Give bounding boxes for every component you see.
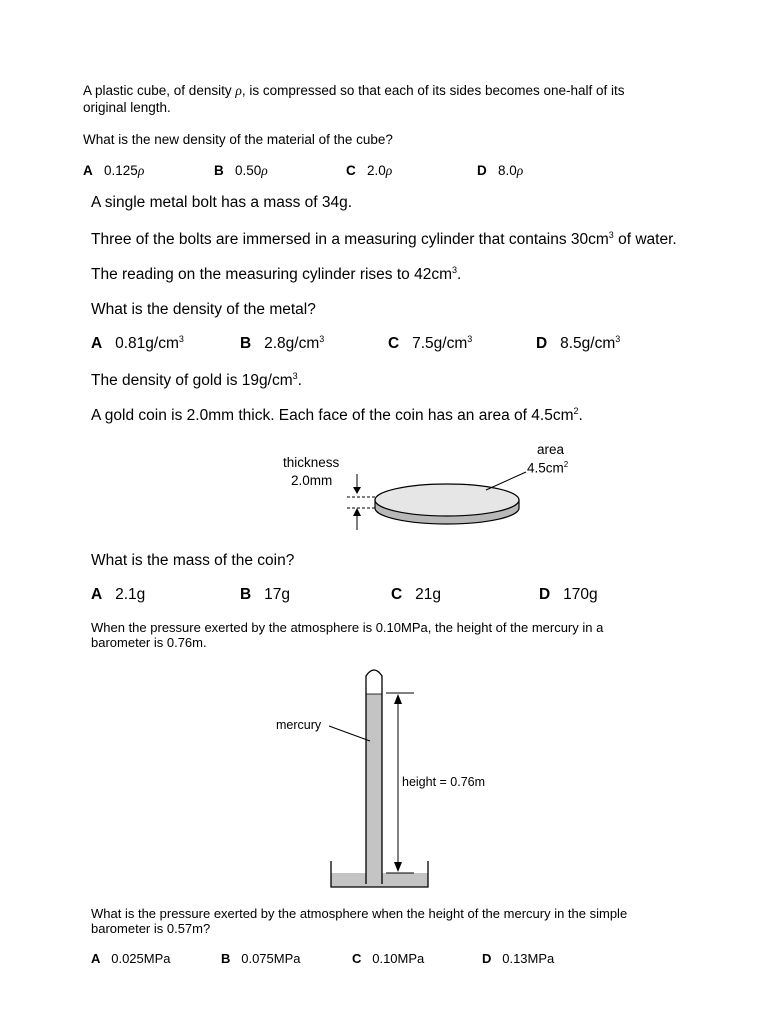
option-value: 7.5g/cm [412, 335, 468, 353]
option-value: 2.1g [115, 586, 146, 603]
q2-line2-text-cont: of water. [613, 231, 677, 249]
q2-line3-text: The reading on the measuring cylinder rises to 42cm [91, 266, 452, 284]
q4-stem-line1: When the pressure exerted by the atmosphere is 0.10MPa, the height of the mercury in a [91, 620, 604, 635]
option-value: 170g [563, 586, 598, 603]
tube-mercury [366, 694, 382, 886]
option-letter: D [539, 586, 551, 603]
option-value: 21g [415, 586, 441, 603]
option-value: 0.50 [235, 163, 262, 178]
option-value: 0.10MPa [372, 951, 425, 966]
thickness-label: thickness [283, 455, 340, 470]
q2-line2-text: Three of the bolts are immersed in a measuring cylinder that contains 30cm [91, 231, 609, 249]
q3-line2-text-cont: . [578, 407, 583, 425]
superscript: 3 [452, 265, 458, 275]
option-letter: B [221, 951, 231, 966]
q2-line1: A single metal bolt has a mass of 34g. [91, 194, 353, 211]
q2-line3-text-cont: . [457, 266, 462, 284]
option-letter: A [91, 951, 101, 966]
option-letter: A [91, 335, 103, 353]
option-letter: B [214, 163, 224, 178]
option-value: 0.075MPa [241, 951, 301, 966]
superscript: 2 [573, 406, 579, 416]
option-letter: D [482, 951, 492, 966]
superscript: 3 [292, 371, 298, 381]
superscript: 3 [615, 334, 621, 344]
option-value: 0.13MPa [502, 951, 555, 966]
superscript: 2 [563, 460, 569, 469]
area-value-text: 4.5cm [527, 460, 564, 476]
rho-symbol: ρ [516, 163, 524, 178]
q1-stem-text: A plastic cube, of density [83, 83, 236, 98]
q1-question: What is the new density of the material of the cube? [83, 132, 393, 147]
option-letter: A [83, 163, 93, 178]
q3-line2-text: A gold coin is 2.0mm thick. Each face of the coin has an area of 4.5cm [91, 407, 574, 425]
option-value: 2.8g/cm [264, 335, 320, 353]
option-value: 0.125 [104, 163, 138, 178]
option-value: 0.025MPa [111, 951, 171, 966]
height-arrowhead-top [394, 694, 402, 704]
superscript: 3 [178, 334, 184, 344]
superscript: 3 [608, 230, 614, 240]
option-letter: B [240, 335, 252, 353]
q4-question-line1: What is the pressure exerted by the atmosphere when the height of the mercury in the simple [91, 906, 628, 921]
option-value: 0.81g/cm [115, 335, 179, 353]
option-value: 17g [264, 586, 290, 603]
q1-stem-text-cont: , is compressed so that each of its sides becomes one-half of its [241, 83, 625, 98]
option-letter: A [91, 586, 103, 603]
option-value: 2.0 [367, 163, 386, 178]
superscript: 3 [467, 334, 473, 344]
superscript: 3 [319, 334, 325, 344]
height-arrowhead-bottom [394, 862, 402, 872]
option-value: 8.5g/cm [560, 335, 616, 353]
option-value: 8.0 [498, 163, 517, 178]
rho-symbol: ρ [137, 163, 145, 178]
option-letter: C [391, 586, 403, 603]
rho-symbol: ρ [235, 83, 242, 98]
option-letter: B [240, 586, 252, 603]
rho-symbol: ρ [261, 163, 268, 178]
option-letter: C [352, 951, 362, 966]
mercury-label: mercury [276, 718, 322, 732]
q3-question: What is the mass of the coin? [91, 552, 295, 569]
option-letter: C [388, 335, 400, 353]
q4-option-d[interactable] [482, 951, 554, 966]
height-label: height = 0.76m [402, 775, 486, 789]
q3-line1-text: The density of gold is 19g/cm [91, 372, 293, 390]
option-letter: D [477, 163, 487, 178]
q4-option-c[interactable] [352, 951, 424, 966]
option-letter: D [536, 335, 548, 353]
q4-question-line2: barometer is 0.57m? [91, 921, 211, 936]
q4-option-b[interactable] [221, 951, 301, 966]
area-label: area [537, 442, 565, 457]
q4-stem-line2: barometer is 0.76m. [91, 635, 207, 650]
q3-line1-text-cont: . [297, 372, 302, 390]
rho-symbol: ρ [385, 163, 393, 178]
thickness-value: 2.0mm [291, 473, 333, 488]
mercury-leader-line [329, 726, 370, 741]
q4-option-a[interactable] [91, 951, 171, 966]
q2-question: What is the density of the metal? [91, 301, 316, 318]
option-letter: C [346, 163, 356, 178]
q1-stem-line2: original length. [83, 100, 171, 115]
